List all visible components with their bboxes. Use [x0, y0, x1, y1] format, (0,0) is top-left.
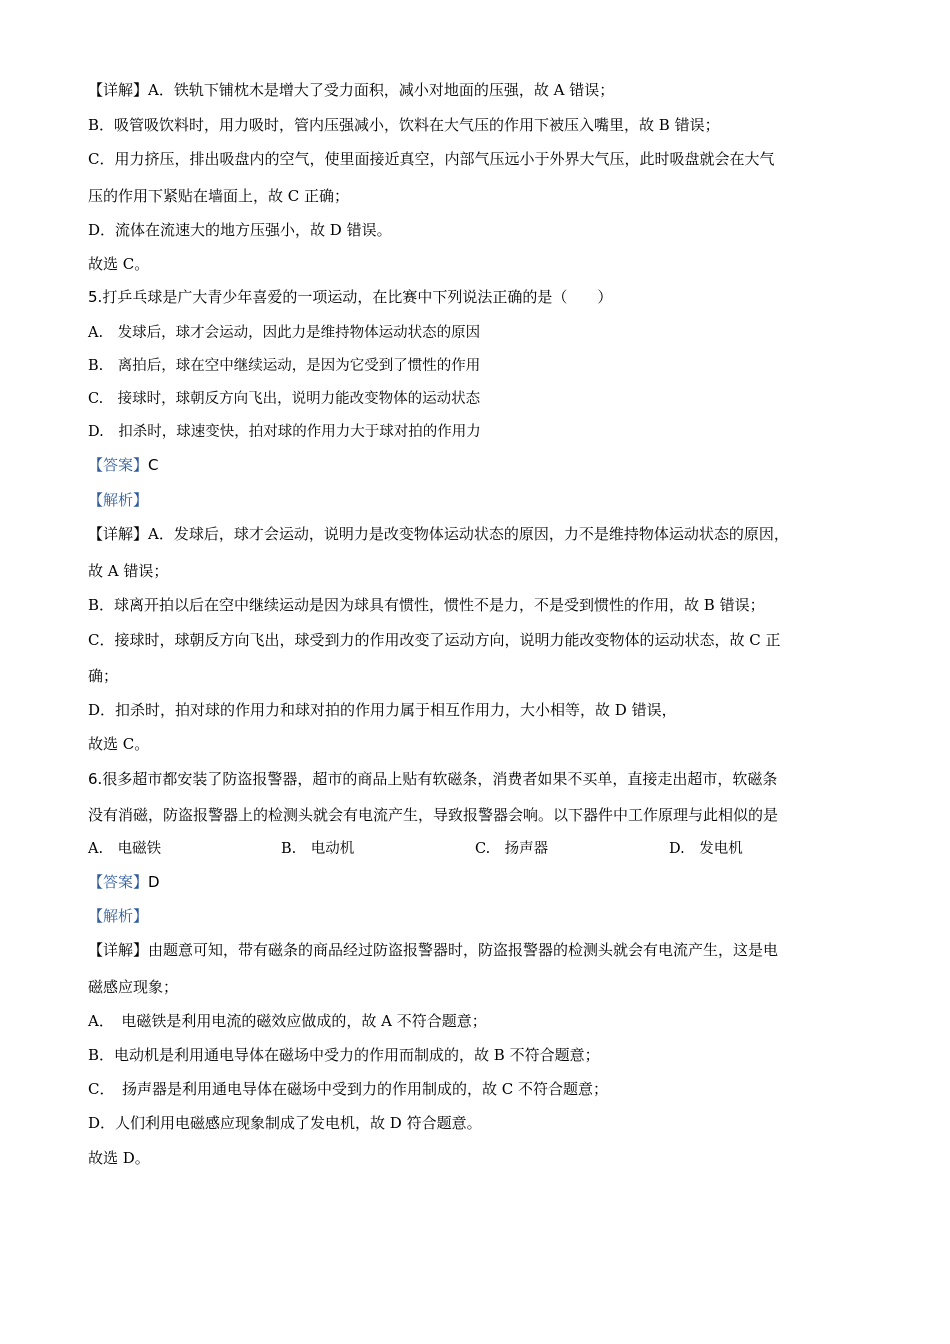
question-6-number: 6 — [88, 770, 98, 788]
question-5-option-c: C. 接球时，球朝反方向飞出，说明力能改变物体的运动状态 — [88, 391, 481, 407]
question-6-detail-3: A． 电磁铁是利用电流的磁效应做成的，故 A 不符合题意； — [88, 1012, 487, 1030]
question-5-detail-4: C．接球时，球朝反方向飞出，球受到力的作用改变了运动方向，说明力能改变物体的运动状态，故 C 正 — [88, 631, 781, 649]
detail-line-1: 【详解】A．铁轨下铺枕木是增大了受力面积，减小对地面的压强，故 A 错误； — [88, 81, 615, 99]
question-6-detail-4: B．电动机是利用通电导体在磁场中受力的作用而制成的，故 B 不符合题意； — [88, 1046, 600, 1064]
detail-line-5: D．流体在流速大的地方压强小，故 D 错误。 — [88, 221, 392, 239]
question-6-option-d: D. 发电机 — [669, 841, 743, 857]
question-5-detail-6: D．扣杀时，拍对球的作用力和球对拍的作用力属于相互作用力，大小相等，故 D 错误， — [88, 701, 677, 719]
question-5-detail-5: 确； — [88, 667, 119, 685]
question-6-detail-5: C． 扬声器是利用通电导体在磁场中受到力的作用制成的，故 C 不符合题意； — [88, 1080, 608, 1098]
question-6-answer — [88, 872, 160, 892]
question-5-detail-2: 故 A 错误； — [88, 562, 169, 580]
question-6-detail-6: D．人们利用电磁感应现象制成了发电机，故 D 符合题意。 — [88, 1114, 482, 1132]
question-5-detail-1: 【详解】A．发球后，球才会运动，说明力是改变物体运动状态的原因，力不是维持物体运动状态的原因， — [88, 525, 789, 543]
detail-line-4: 压的作用下紧贴在墙面上，故 C 正确； — [88, 187, 350, 205]
question-5-answer — [88, 455, 159, 475]
question-5-text: .打乒乓球是广大青少年喜爱的一项运动，在比赛中下列说法正确的是（ ） — [97, 288, 613, 306]
question-6-detail-7: 故选 D。 — [88, 1149, 150, 1167]
detail-line-6: 故选 C。 — [88, 255, 150, 273]
question-6-option-a: A. 电磁铁 — [88, 841, 162, 857]
answer-label: 【答案】 — [88, 873, 149, 891]
question-6-stem-2: 没有消磁，防盗报警器上的检测头就会有电流产生，导致报警器会响。以下器件中工作原理与此相似的是 — [88, 806, 779, 824]
question-6-detail-1: 【详解】由题意可知，带有磁条的商品经过防盗报警器时，防盗报警器的检测头就会有电流产生，这是电 — [88, 941, 779, 959]
question-5-analysis-label: 【解析】 — [88, 491, 149, 509]
question-6-option-c: C. 扬声器 — [475, 841, 549, 857]
question-6-option-b: B. 电动机 — [281, 841, 355, 857]
question-5-detail-7: 故选 C。 — [88, 735, 150, 753]
answer-value: D — [148, 873, 160, 891]
answer-value: C — [148, 456, 159, 474]
question-5-stem — [88, 287, 612, 307]
detail-line-2: B．吸管吸饮料时，用力吸时，管内压强减小，饮料在大气压的作用下被压入嘴里，故 B 错误； — [88, 116, 720, 134]
question-6-detail-2: 磁感应现象； — [88, 978, 179, 996]
answer-label: 【答案】 — [88, 456, 149, 474]
question-6-text: .很多超市都安装了防盗报警器，超市的商品上贴有软磁条，消费者如果不买单，直接走出超市，软磁条 — [97, 770, 778, 788]
detail-line-3: C．用力挤压，排出吸盘内的空气，使里面接近真空，内部气压远小于外界大气压，此时吸盘就会在大气 — [88, 150, 775, 168]
question-6-analysis-label: 【解析】 — [88, 907, 149, 925]
question-5-number: 5 — [88, 288, 98, 306]
question-5-option-b: B. 离拍后，球在空中继续运动，是因为它受到了惯性的作用 — [88, 358, 481, 374]
question-6-stem-1 — [88, 769, 777, 789]
question-5-option-a: A. 发球后，球才会运动，因此力是维持物体运动状态的原因 — [88, 325, 481, 341]
question-5-option-d: D. 扣杀时，球速变快，拍对球的作用力大于球对拍的作用力 — [88, 424, 481, 440]
question-5-detail-3: B．球离开拍以后在空中继续运动是因为球具有惯性，惯性不是力，不是受到惯性的作用，故 B 错误； — [88, 596, 765, 614]
